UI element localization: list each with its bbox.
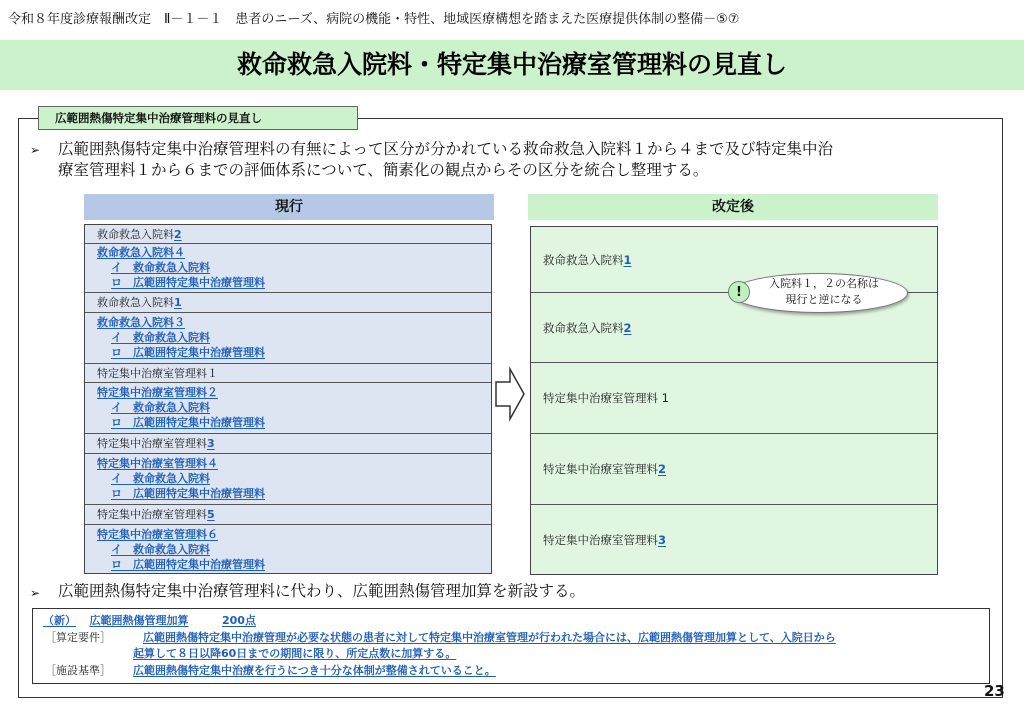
right-arrow-icon <box>494 366 526 422</box>
page-title: 救命救急入院料・特定集中治療室管理料の見直し <box>236 50 787 79</box>
row-sub-line: イ 救命救急入院料 <box>111 331 210 344</box>
exclamation-icon: ! <box>728 281 750 303</box>
revised-row <box>531 505 937 574</box>
row-sub-line: ロ 広範囲特定集中治療管理料 <box>111 276 265 289</box>
row-num: 2 <box>174 228 182 241</box>
current-header: 現行 <box>84 194 494 220</box>
requirement-label: ［算定要件］ <box>45 631 111 644</box>
current-row <box>85 383 491 434</box>
row-sub-line: ロ 広範囲特定集中治療管理料 <box>111 346 265 359</box>
current-row <box>85 364 491 383</box>
current-table <box>84 224 492 574</box>
row-line <box>97 436 491 451</box>
row-line: 救命救急入院料３ <box>97 316 185 329</box>
facility-text: 広範囲熱傷特定集中治療を行うにつき十分な体制が整備されていること。 <box>133 664 496 677</box>
requirement-text: 広範囲熱傷特定集中治療管理が必要な状態の患者に対して特定集中治療室管理が行われた場合には、広範囲熱傷管理加算として、入院日から <box>143 631 836 644</box>
row-line <box>97 295 491 310</box>
row-sub-line: イ 救命救急入院料 <box>111 261 210 274</box>
current-row <box>85 505 491 525</box>
new-item-points: 200点 <box>222 614 256 627</box>
row-num: 2 <box>658 462 667 476</box>
row-text: 救命救急入院料 <box>97 228 174 241</box>
row-num: 1 <box>174 296 182 309</box>
row-num: 1 <box>623 252 632 267</box>
row-text: 特定集中治療室管理料 <box>543 462 658 476</box>
row-line <box>97 227 491 242</box>
new-tag: （新） <box>43 614 76 627</box>
row-line: 特定集中治療室管理料６ <box>97 528 218 541</box>
row-line: 救命救急入院料４ <box>97 246 185 259</box>
note-line: 現行と逆になる <box>785 293 863 306</box>
page-number: 23 <box>984 682 1005 700</box>
bullet-arrow-icon: ➢ <box>30 586 41 600</box>
current-row <box>85 225 491 244</box>
row-sub-line: イ 救命救急入院料 <box>111 543 210 556</box>
row-num: 3 <box>207 437 215 450</box>
row-num: 5 <box>207 508 215 521</box>
revised-row <box>531 434 937 505</box>
row-sub-line: ロ 広範囲特定集中治療管理料 <box>111 416 265 429</box>
bullet-arrow-icon: ➢ <box>30 143 41 157</box>
revised-header: 改定後 <box>528 194 938 220</box>
row-text: 特定集中治療室管理料 <box>543 532 658 547</box>
row-line: 特定集中治療室管理料２ <box>97 386 218 399</box>
bullet1-line1: 広範囲熱傷特定集中治療管理料の有無によって区分が分かれている救命救急入院料１から４まで及び特定集中治 <box>58 140 834 158</box>
bullet1-line2: 療室管理料１から６までの評価体系について、簡素化の観点からその区分を統合し整理する。 <box>58 161 709 179</box>
row-num: 3 <box>658 532 667 547</box>
new-item-heading <box>43 613 256 629</box>
current-row <box>85 525 491 573</box>
facility-label: ［施設基準］ <box>45 664 111 677</box>
row-sub-line: イ 救命救急入院料 <box>111 401 210 414</box>
row-text: 救命救急入院料 <box>543 252 624 267</box>
row-sub-line: ロ 広範囲特定集中治療管理料 <box>111 558 265 571</box>
row-sub-line: ロ 広範囲特定集中治療管理料 <box>111 487 265 500</box>
current-row <box>85 313 491 364</box>
new-item-box <box>32 608 990 684</box>
row-num: 2 <box>623 320 632 335</box>
revised-row <box>531 363 937 434</box>
current-row <box>85 454 491 505</box>
note-line: 入院料１，２の名称は <box>769 277 879 290</box>
new-item-name: 広範囲熱傷管理加算 <box>89 614 189 627</box>
row-text: 特定集中治療室管理料 <box>97 437 207 450</box>
note-text <box>748 276 900 308</box>
row-line: 特定集中治療室管理料４ <box>97 457 218 470</box>
current-row <box>85 244 491 293</box>
row-text: 特定集中治療室管理料 1 <box>543 391 669 405</box>
breadcrumb: 令和８年度診療報酬改定 Ⅱ－１－１ 患者のニーズ、病院の機能・特性、地域医療構想を踏まえた医療提供体制の整備－⑤⑦ <box>8 12 740 27</box>
row-sub-line: イ 救命救急入院料 <box>111 472 210 485</box>
row-text: 救命救急入院料 <box>97 296 174 309</box>
row-line: 特定集中治療室管理料１ <box>97 367 218 380</box>
current-row <box>85 434 491 454</box>
requirement-text: 起算して８日以降60日までの期間に限り、所定点数に加算する。 <box>133 647 457 660</box>
section-tab: 広範囲熱傷特定集中治療管理料の見直し <box>38 106 358 130</box>
current-row <box>85 293 491 313</box>
row-line <box>97 507 491 522</box>
bullet2-text: 広範囲熱傷特定集中治療管理料に代わり、広範囲熱傷管理加算を新設する。 <box>58 582 586 600</box>
row-text: 救命救急入院料 <box>543 320 624 335</box>
row-text: 特定集中治療室管理料 <box>97 508 207 521</box>
